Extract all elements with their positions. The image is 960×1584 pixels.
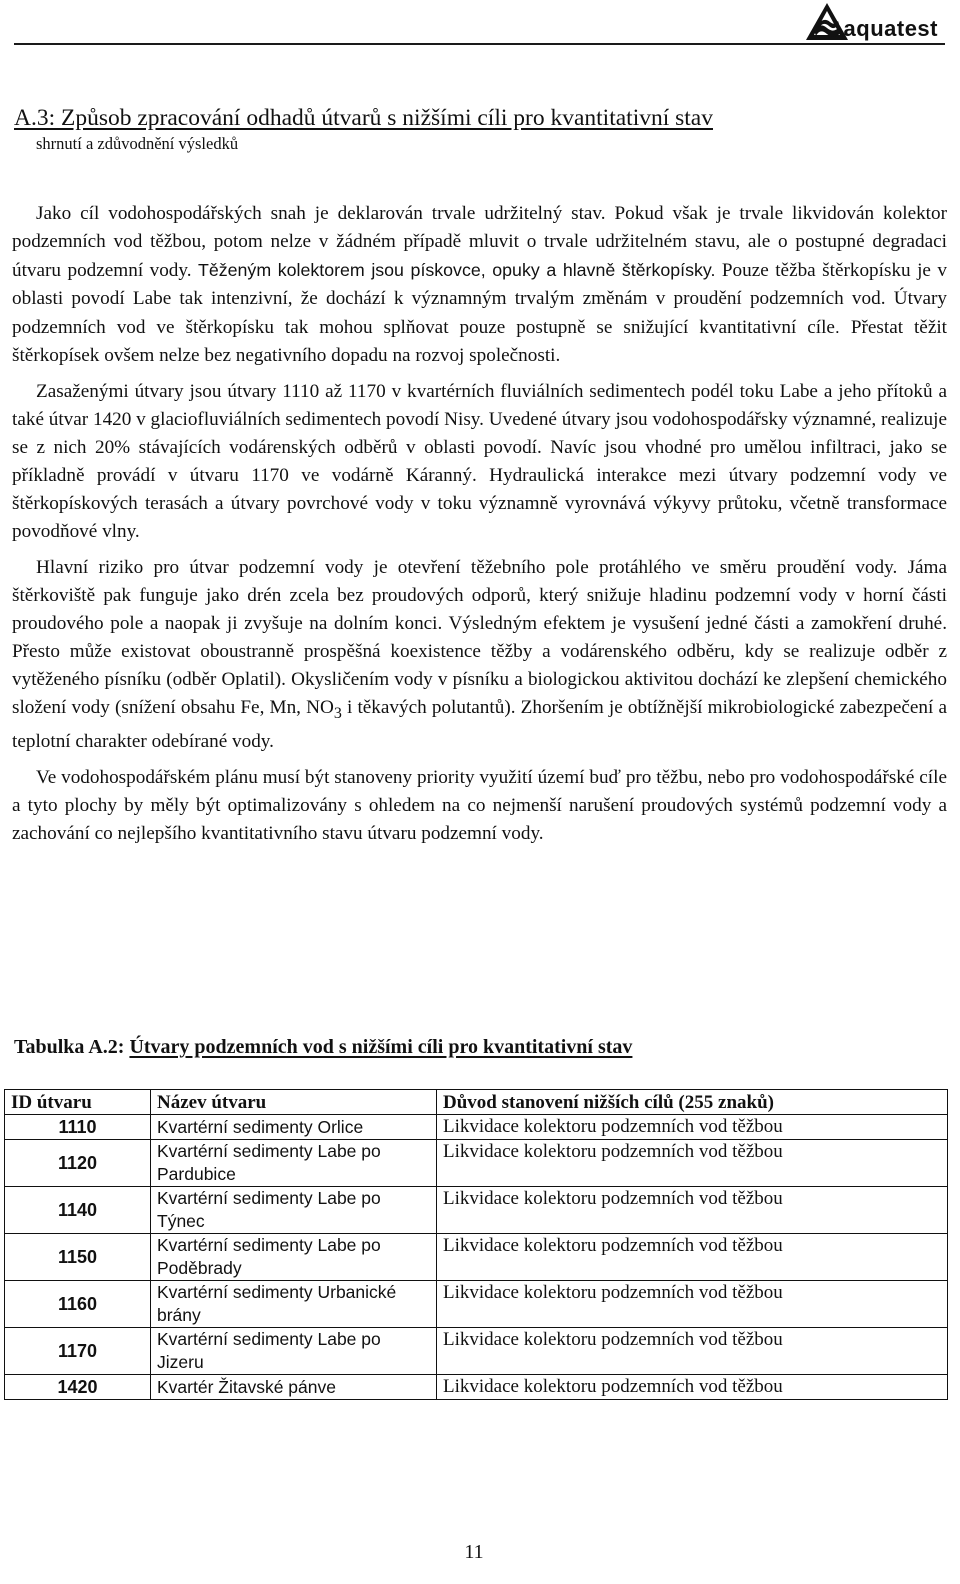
row-name: Kvartérní sedimenty Labe po Poděbrady bbox=[151, 1234, 437, 1281]
row-name: Kvartérní sedimenty Orlice bbox=[151, 1115, 437, 1140]
table-caption bbox=[14, 1034, 632, 1060]
table-header-row bbox=[5, 1090, 948, 1115]
paragraph-4: Ve vodohospodářském plánu musí být stanoveny priority využití území buď pro těžbu, nebo pro vodohospodářské cíle a tyto plochy by měly být optimalizovány s ohledem na co nejmenší narušení proudových systémů podzemní vody a zachování co nejlepšího kvantitativního stavu útvaru podzemní vody. bbox=[12, 766, 947, 844]
paragraph-3 bbox=[12, 554, 947, 756]
brand-name: aquatest bbox=[843, 16, 938, 41]
body-text bbox=[12, 200, 947, 856]
paragraph-2: Zasaženými útvary jsou útvary 1110 až 1170 v kvartérních fluviálních sedimentech podél toku Labe a jeho přítoků a také útvar 1420 v glaciofluviálních sedimentech povodí Nisy. Uvedené útvary jsou vodohospodářsky významné, realizuje se z nich 20% stávajících vodárenských odběrů v oblasti povodí. Navíc jsou vhodné pro umělou infiltraci, jako se příkladně provádí v útvaru 1170 ve vodárně Káranný. Hydraulická interakce mezi útvary podzemní vody ve štěrkopískových terasách a útvary povrchové vody v toku významně vyrovnává výkyvy průtoku, včetně transformace povodňové vlny. bbox=[12, 381, 947, 542]
paragraph-1-text-b: Těženým kolektorem jsou pískovce, opuky a hlavně štěrkopísky. bbox=[198, 260, 716, 280]
row-reason: Likvidace kolektoru podzemních vod těžbou bbox=[437, 1328, 948, 1375]
section-subtitle: shrnutí a zdůvodnění výsledků bbox=[36, 134, 239, 153]
row-id: 1150 bbox=[5, 1234, 151, 1281]
row-id: 1420 bbox=[5, 1375, 151, 1400]
row-reason: Likvidace kolektoru podzemních vod těžbou bbox=[437, 1234, 948, 1281]
table-row bbox=[5, 1281, 948, 1328]
paragraph-3-text-a: Hlavní riziko pro útvar podzemní vody je otevření těžebního pole protáhlého ve směru proudění vody. Jáma štěrkoviště pak funguje jako drén zcela bez proudových odporů, který snižuje hladinu podzemní vody v horní části proudového pole a naopak ji zvyšuje na dolním konci. Výsledným efektem je vysušení jedné části a zamokření druhé. Přesto může existovat oboustranně prospěšná koexistence těžby a vodárenského odběru, kdy se realizuje odběr z vytěženého písníku (odběr Oplatil). Okysličením vody v písníku a biologickou aktivitou dochází ke zlepšení chemického složení vody (snížení obsahu Fe, Mn, NO bbox=[12, 557, 947, 718]
header-reason: Důvod stanovení nižších cílů (255 znaků) bbox=[437, 1090, 948, 1115]
paragraph-3-text-b: i těkavých polutantů). Zhoršením je obtížnější mikrobiologické zabezpečení a teplotní charakter odebírané vody. bbox=[12, 697, 947, 752]
row-reason: Likvidace kolektoru podzemních vod těžbou bbox=[437, 1140, 948, 1187]
table-row bbox=[5, 1187, 948, 1234]
paragraph-1-text-c: Pouze těžba štěrkopísku je v oblasti povodí Labe tak intenzivní, že dochází k významným trvalým změnám v proudění podzemních vod. Útvary podzemních vod ve štěrkopísku tak mohou splňovat pouze postupně se snižující kvantitativní cíle bbox=[12, 260, 948, 338]
row-id: 1140 bbox=[5, 1187, 151, 1234]
row-reason: Likvidace kolektoru podzemních vod těžbou bbox=[437, 1375, 948, 1400]
row-name: Kvartér Žitavské pánve bbox=[151, 1375, 437, 1400]
table-row bbox=[5, 1115, 948, 1140]
header-id: ID útvaru bbox=[5, 1090, 151, 1115]
section-title: A.3: Způsob zpracování odhadů útvarů s nižšími cíli pro kvantitativní stav bbox=[14, 105, 713, 131]
paragraph-1-period: . bbox=[834, 317, 840, 337]
row-reason: Likvidace kolektoru podzemních vod těžbou bbox=[437, 1115, 948, 1140]
table-row bbox=[5, 1328, 948, 1375]
table-caption-title: Útvary podzemních vod s nižšími cíli pro kvantitativní stav bbox=[129, 1036, 633, 1058]
row-reason: Likvidace kolektoru podzemních vod těžbou bbox=[437, 1281, 948, 1328]
header-name: Název útvaru bbox=[151, 1090, 437, 1115]
table-row bbox=[5, 1140, 948, 1187]
row-name: Kvartérní sedimenty Labe po Týnec bbox=[151, 1187, 437, 1234]
row-name: Kvartérní sedimenty Labe po Pardubice bbox=[151, 1140, 437, 1187]
table-row bbox=[5, 1234, 948, 1281]
header-divider bbox=[14, 43, 945, 45]
page-number: 11 bbox=[464, 1541, 484, 1563]
table-caption-prefix: Tabulka A.2: bbox=[14, 1036, 130, 1058]
paragraph-1 bbox=[12, 200, 947, 370]
row-name: Kvartérní sedimenty Urbanické brány bbox=[151, 1281, 437, 1328]
row-name: Kvartérní sedimenty Labe po Jizeru bbox=[151, 1328, 437, 1375]
aquifer-table bbox=[4, 1089, 948, 1400]
paragraph-1-text-d: Přestat těžit štěrkopísek ovšem nelze bez negativního dopadu na rozvoj společnosti. bbox=[12, 317, 947, 366]
table-row bbox=[5, 1375, 948, 1400]
page-header bbox=[0, 0, 960, 60]
row-id: 1120 bbox=[5, 1140, 151, 1187]
row-id: 1110 bbox=[5, 1115, 151, 1140]
paragraph-1-text-a: Jako cíl vodohospodářských snah je deklarován trvale udržitelný stav. Pokud však je trvale likvidován kolektor podzemních vod těžbou, potom nelze v žádném případě mluvit o trvale udržitelném stavu, ale o postupné degradaci útvaru podzemní vody. bbox=[12, 203, 947, 281]
paragraph-3-subscript: 3 bbox=[333, 704, 342, 722]
aquatest-logo bbox=[804, 0, 938, 42]
row-id: 1160 bbox=[5, 1281, 151, 1328]
row-reason: Likvidace kolektoru podzemních vod těžbou bbox=[437, 1187, 948, 1234]
row-id: 1170 bbox=[5, 1328, 151, 1375]
